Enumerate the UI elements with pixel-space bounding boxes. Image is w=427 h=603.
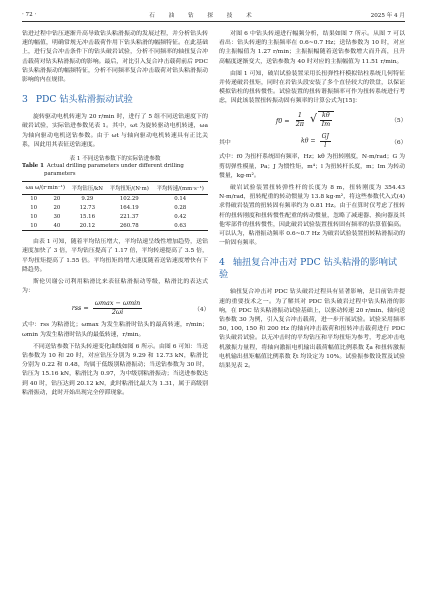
equation-fraction [93,300,143,316]
paragraph: 由表 1 可知，随着平均钻压增大，平均钻速呈线性增加趋势，送钻速度加快了 3 倍，平均钻压提高了 1.17 倍，平均转速提高了 3.5 倍，平均扭矩提高了 1.55 倍。平均扭矩的增大速度随着送钻速度增快有下降趋势。 [22,239,208,273]
section-heading-3 [22,94,208,106]
equation-lhs: rss = [71,304,89,313]
equation-lhs: kθ = [300,137,316,145]
table-row [22,221,208,230]
table-row [22,213,208,222]
square-root [310,111,334,129]
table-cell: 10 [22,221,45,230]
equation-fraction [320,112,333,128]
section-heading-4 [219,257,405,281]
fraction-numerator: 1 [297,111,302,120]
left-column [22,30,208,401]
section-title: PDC 钻头粘滑振动试验 [35,94,133,106]
table-cell: 0.28 [174,205,187,212]
equation-label: 其中 [219,139,231,146]
fraction-denominator: Im [321,119,331,128]
paragraph: 破岩试验装置扭转弹性杆的长度为 8 m，扭转刚度为 354.43 N·m/rad，扭转配重的转动惯量为 13.8 kg·m²，将这些参数代入式(4)求得破岩装置的扭转固有频率约为 0.81 Hz。由于在算时仅考虑了扭转杆的扭转刚度和扭转惯性配重的转动惯量，忽略了减速器、换向器及其他零部件的扭转惯性，因此破岩试验装置扭转固有频率的估算值偏高。可以认为，粘滑振动频率 0.6~0.7 Hz 为破岩试验装置扭转粘滑振动的一阶固有频率。 [219,184,405,247]
table-caption-en [22,163,208,178]
table-label-en: Table 1 [22,163,44,170]
table-cell: 102.29 [119,196,139,203]
section-title: 轴扭复合冲击对 PDC 钻头粘滑的影响试验 [219,257,398,281]
fraction-numerator: kθ [321,111,330,120]
table-cell: 0.42 [174,213,187,220]
fraction-numerator: ωmax − ωmin [94,299,141,308]
table-cell: 0.14 [174,196,187,203]
table-cell: 9.29 [81,196,94,203]
drilling-parameters-table [22,181,208,231]
section-number: 4 [219,257,225,269]
equation-number: （4） [194,306,210,313]
table-cell: 0.63 [152,221,208,230]
fraction-denominator: l [324,141,327,149]
page-number: · 72 · [22,12,37,18]
equation-5 [219,111,405,129]
journal-name: 石 油 钻 探 技 术 [149,13,258,19]
table-row [22,204,208,213]
table-cell: 15.16 [79,213,96,220]
right-column [219,30,405,401]
table-cell: 164.19 [119,205,139,212]
paragraph: 由图 1 可知，破岩试验装置采用长扭弹性杆模拟钻柱系统几何特征并传递破岩扭矩，同时在岩钻头段安装了多个直径较大的铁盘，以保证模拟钻柱的扭转惯性。试验装置的扭转谐振频率可作为扭转系统进行考虑，因此该装置扭转振动固有频率的计算公式为[15]： [219,70,405,105]
table-cell: 20 [53,205,61,212]
table-header-cell: 平均扭矩/(N·m) [106,182,152,195]
table-cell: 10 [30,196,38,203]
paragraph: 不同送钻参数下钻头转速变化曲线如图 6 所示。由图 6 可知：当送钻参数为 10 和 20 时，对应钻压分别为 9.29 和 12.73 kN，粘滑比分别为 0.22 和 0.48，均属于低级别粘滑振动；当送钻参数为 30 时，钻压为 15.16 kN，粘滑比为 0.97，为中级别粘滑振动；当送进参数达到 40 时，钻压达到 20.12 kN，此时粘滑比最大为 1.31，属于高级别粘滑振动，此时开始出现完全停滞现象。 [22,343,208,396]
table-cell: 221.37 [119,213,139,220]
table-cell: 40 [45,221,68,230]
paragraph: 式中：rss 为粘滑比；ωmax 为发生粘滑时钻头的最高转速，r/min；ωmin 为发生粘滑时钻头的最低转速，r/min。 [22,322,208,338]
table-cell: 12.73 [79,205,96,212]
table-caption-en-text: Actual drilling parameters under different drilling parameters [44,163,184,177]
table-cell: 20.12 [69,221,107,230]
radicand [318,111,335,129]
two-column-body [22,30,405,401]
equation-body [22,300,194,316]
paragraph: 轴扭复合冲击对 PDC 钻头破岩过程具有显著影响，是目前钻井提速的重要技术之一。为了解其对 PDC 钻头破岩过程中钻头粘滑的影响，在 PDC 钻头粘滑振动试验基础上，以驱动转速 20 r/min、轴向送钻参数 30 为例，引入复合冲击载荷，进一步开展试验。试验采用频率 50, 100, 150 和 200 Hz 的轴向冲击载荷和扭转冲击载荷进行 PDC 钻头破岩试验。以无冲击时的平均钻压和平均扭矩为参考，考虑冲击电机激振力量程，将轴向激振电机输出载荷幅值比例系数 ξa 和扭转激振电机输出扭矩幅值比例系数 ξt 均设定为 10%。试验振参数设置及试验结果见表 2。 [219,289,405,370]
equation-lhs: f0 = [275,116,290,125]
table-cell: 20 [53,196,61,203]
table-header-cell: 平均转速/(mm·s⁻¹) [152,182,208,195]
paragraph: 钻进过程中钻压逐渐升高导致钻头粘滑振动的发展过程，并分析钻头转速的幅值，明确常规无冲击载荷作用下钻头粘滑的幅频特征。在此基础上，进行复合冲击条件下的钻头破岩试验，分析不同频率的轴扭复合冲击载荷对钻头粘滑振动的影响。最后，对比引入复合冲击载荷前后 PDC 钻头粘滑振动的幅频特征，分析不同频率复合冲击载荷对钻头粘滑振动影响的内在规律。 [22,31,208,84]
table-cell: 10 [30,205,38,212]
issue-date: 2025 年 4 月 [370,13,405,19]
table-cell: 260.78 [106,221,152,230]
equation-body [219,111,391,129]
equation-4 [22,300,208,316]
equation-number: （6） [391,139,407,146]
running-header [22,10,405,22]
equation-6 [219,133,405,149]
fraction-denominator: 2ωi [111,307,124,316]
table-header-cell: ωa ω/(r·min⁻¹) [22,182,69,195]
equation-number: （5） [391,118,407,124]
equation-fraction [294,112,306,128]
table-cell: 30 [53,213,61,220]
fraction-denominator: 2π [295,119,304,128]
equation-fraction [320,133,331,149]
table-header-cell: 平均钻压/kN [69,182,107,195]
section-number: 3 [22,94,28,106]
equation-body [243,133,391,149]
table-header-row [22,182,208,195]
table-cell: 10 [30,213,38,220]
radical-sign: √ [310,112,318,126]
table-row [22,195,208,204]
paragraph: 旋转驱动电机转速为 20 r/min 时，进行了 5 组不同送钻速度下的破岩试验，实际钻进参数见表 1。其中，ωt 为旋转驱动电机转速，ωa 为轴向驱动电机送钻参数。由于 ωt 与轴向驱动电机转速具有正比关系，因此用其表征送钻速度。 [22,114,208,148]
paragraph: 式中：f0 为扭杆系统固有频率，Hz；kθ 为扭转刚度，N·m/rad；G 为剪切弹性模量，Pa；J 为惯性矩，m⁴；l 为扭转杆长度，m；Im 为转动惯量，kg·m²。 [219,154,405,179]
paragraph: 对图 6 中钻头转速进行幅频分析，结果如图 7 所示。从图 7 可以看出：钻头转速的主振频率在 0.6~0.7 Hz；送钻参数为 10 时，对应的主振幅值为 1.27 r/min；主振振幅随着送钻参数增大而升高，且升高幅度逐渐变大，送钻参数为 40 时对应的主振幅值为 11.51 r/min。 [219,31,405,65]
fraction-numerator: GJ [321,133,330,141]
paragraph: 斯伦贝谢公司利用粘滑比来表征粘滑振动等级，粘滑比的表达式为： [22,278,208,295]
table-caption-cn: 表 1 不同送钻参数下的实际钻进参数 [69,156,161,163]
